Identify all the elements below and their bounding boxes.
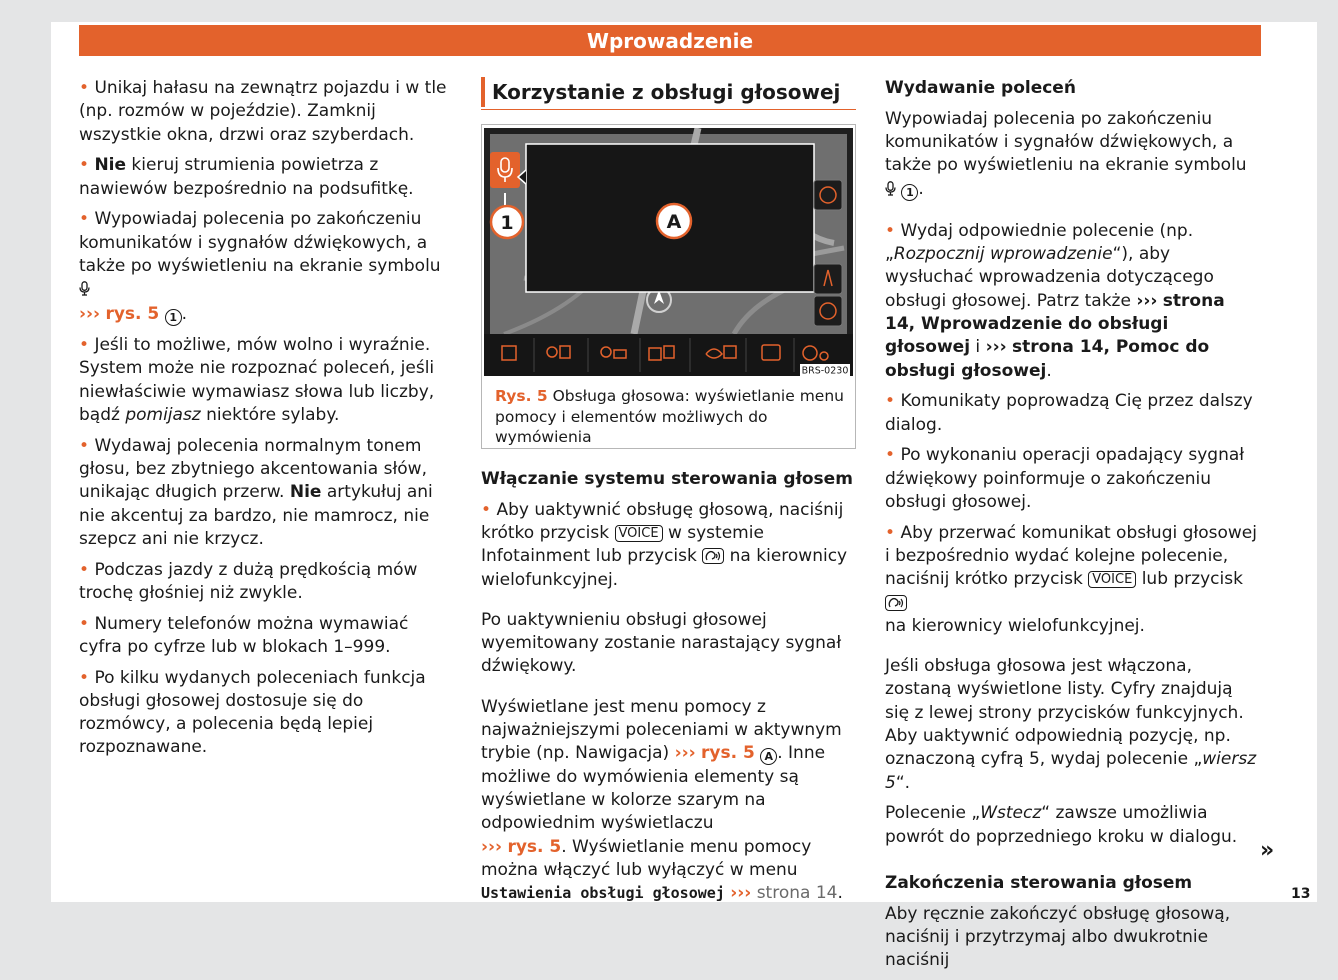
subheading: Zakończenia sterowania głosem: [885, 872, 1193, 893]
steering-voice-button-icon: [702, 548, 724, 564]
figure-box: [481, 124, 856, 449]
paragraph: Jeśli obsługa głosowa jest włączona, zostaną wyświetlone listy. Cyfry znajdują się z lewej strony przycisków funkcyjnych. Aby uaktywnić odpowiednią pozycję, np. oznaczoną cyfrą 5, wydaj polecenie „wiersz 5“.: [885, 656, 1257, 793]
voice-key-label: VOICE: [615, 525, 663, 542]
paragraph: Wypowiadaj polecenia po zakończeniu komunikatów i sygnałów dźwiękowych, a także po wyświetleniu na ekranie symbolu 1 .: [885, 108, 1257, 203]
subheading: Włączanie systemu sterowania głosem: [481, 469, 853, 489]
left-column: [79, 77, 451, 767]
section-title: Korzystanie z obsługi głosowej: [481, 77, 856, 110]
callout-1-text: 1: [500, 212, 514, 234]
list-item: • Unikaj hałasu na zewnątrz pojazdu i w tle (np. rozmów w pojeździe). Zamknij wszystkie okna, drzwi oraz szyberdach.: [79, 78, 447, 145]
header-title: Wprowadzenie: [586, 28, 754, 53]
continue-arrow: »: [1260, 838, 1275, 863]
voice-key-label: VOICE: [1088, 571, 1136, 588]
list-item: • Aby przerwać komunikat obsługi głosowej i bezpośrednio wydać kolejne polecenie, naciśnij krótko przycisk VOICE lub przycisk na kierownicy wielofunkcyjnej.: [885, 522, 1257, 636]
figure-caption: Rys. 5 Obsługa głosowa: wyświetlanie menu pomocy i elementów możliwych do wymówienia: [495, 387, 844, 446]
middle-column: [481, 468, 859, 913]
list-item: • Numery telefonów można wymawiać cyfra po cyfrze lub w blokach 1–999.: [79, 613, 409, 657]
page-number: 13: [1291, 886, 1311, 902]
microphone-icon: [885, 180, 896, 203]
list-item: • Wydaj odpowiednie polecenie (np. „Rozpocznij wprowadzenie“), aby wysłuchać wprowadzenia dotyczącego obsługi głosowej. Patrz także ››› strona 14, Wprowadzenie do obsługi głosowej i ››› strona 14, Pomoc do obsługi głosowej.: [885, 220, 1225, 381]
list-item: • Po kilku wydanych poleceniach funkcja obsługi głosowej dostosuje się do rozmówcy, a polecenia będą lepiej rozpoznawane.: [79, 667, 426, 758]
screen-illustration: [484, 128, 853, 376]
figure-code: BRS-0230: [801, 365, 849, 376]
list-item: • Podczas jazdy z dużą prędkością mów trochę głośniej niż zwykle.: [79, 559, 418, 603]
figure-link[interactable]: rys. 5: [507, 836, 562, 857]
steering-voice-button-icon: [885, 595, 907, 611]
paragraph: Po uaktywnieniu obsługi głosowej wyemitowany zostanie narastający sygnał dźwiękowy.: [481, 609, 842, 677]
infotainment-screen: [484, 128, 853, 376]
page-link[interactable]: strona 14: [756, 883, 838, 904]
list-item: • Jeśli to możliwe, mów wolno i wyraźnie. System może nie rozpoznać poleceń, jeśli niewłaściwie wymawiasz słowa lub liczby, bądź pomijasz niektóre sylaby.: [79, 335, 435, 426]
page-link[interactable]: strona 14, Wprowadzenie do obsługi głosowej: [885, 290, 1225, 358]
callout-circle: 1: [901, 184, 918, 201]
paragraph: Polecenie „Wstecz“ zawsze umożliwia powrót do poprzedniego kroku w dialogu.: [885, 803, 1238, 847]
callout-1-label: [491, 206, 523, 238]
list-item: • Wydawaj polecenia normalnym tonem głosu, bez zbytniego akcentowania słów, unikając długich przerw. Nie artykułuj ani nie akcentuj za bardzo, nie mamrocz, nie szepcz ani nie krzycz.: [79, 435, 433, 549]
callout-a-text: A: [666, 211, 682, 233]
callout-circle: A: [760, 748, 777, 765]
menu-name: Ustawienia obsługi głosowej: [481, 884, 725, 903]
figure-link[interactable]: rys. 5: [105, 304, 160, 325]
paragraph: Wyświetlane jest menu pomocy z najważniejszymi poleceniami w aktywnym trybie (np. Nawigacja) ››› rys. 5 A . Inne możliwe do wymówienia elementy są wyświetlane w kolorze szarym na odpowiednim wyświetlaczu ››› rys. 5. Wyświetlanie menu pomocy można włączyć lub wyłączyć w menu Ustawienia obsługi głosowej ››› strona 14.: [481, 696, 843, 904]
callout-circle: 1: [165, 309, 182, 326]
document-page: [51, 22, 1317, 971]
list-item: • Komunikaty poprowadzą Cię przez dalszy dialog.: [885, 391, 1253, 435]
microphone-icon: [79, 280, 90, 303]
right-column: [885, 77, 1257, 980]
page-link[interactable]: strona 14, Pomoc do obsługi głosowej: [885, 337, 1210, 381]
paragraph: • Aby uaktywnić obsługę głosową, naciśnij krótko przycisk VOICE w systemie Infotainment lub przycisk na kierownicy wielofunkcyjnej.: [481, 499, 848, 590]
list-item: • Wypowiadaj polecenia po zakończeniu komunikatów i sygnałów dźwiękowych, a także po wyświetleniu na ekranie symbolu ››› rys. 5 1 .: [79, 209, 441, 325]
callout-a-label: [657, 204, 691, 238]
list-item: • Nie kieruj strumienia powietrza z nawiewów bezpośrednio na podsufitkę.: [79, 155, 414, 199]
subheading: Wydawanie poleceń: [885, 78, 1076, 98]
list-item: • Po wykonaniu operacji opadający sygnał dźwiękowy poinformuje o zakończeniu obsługi głosowej.: [885, 445, 1245, 512]
page-header: [79, 25, 1261, 56]
figure-link[interactable]: rys. 5: [701, 743, 755, 764]
paragraph: Aby ręcznie zakończyć obsługę głosową, naciśnij i przytrzymaj albo dwukrotnie naciśnij: [885, 903, 1231, 971]
